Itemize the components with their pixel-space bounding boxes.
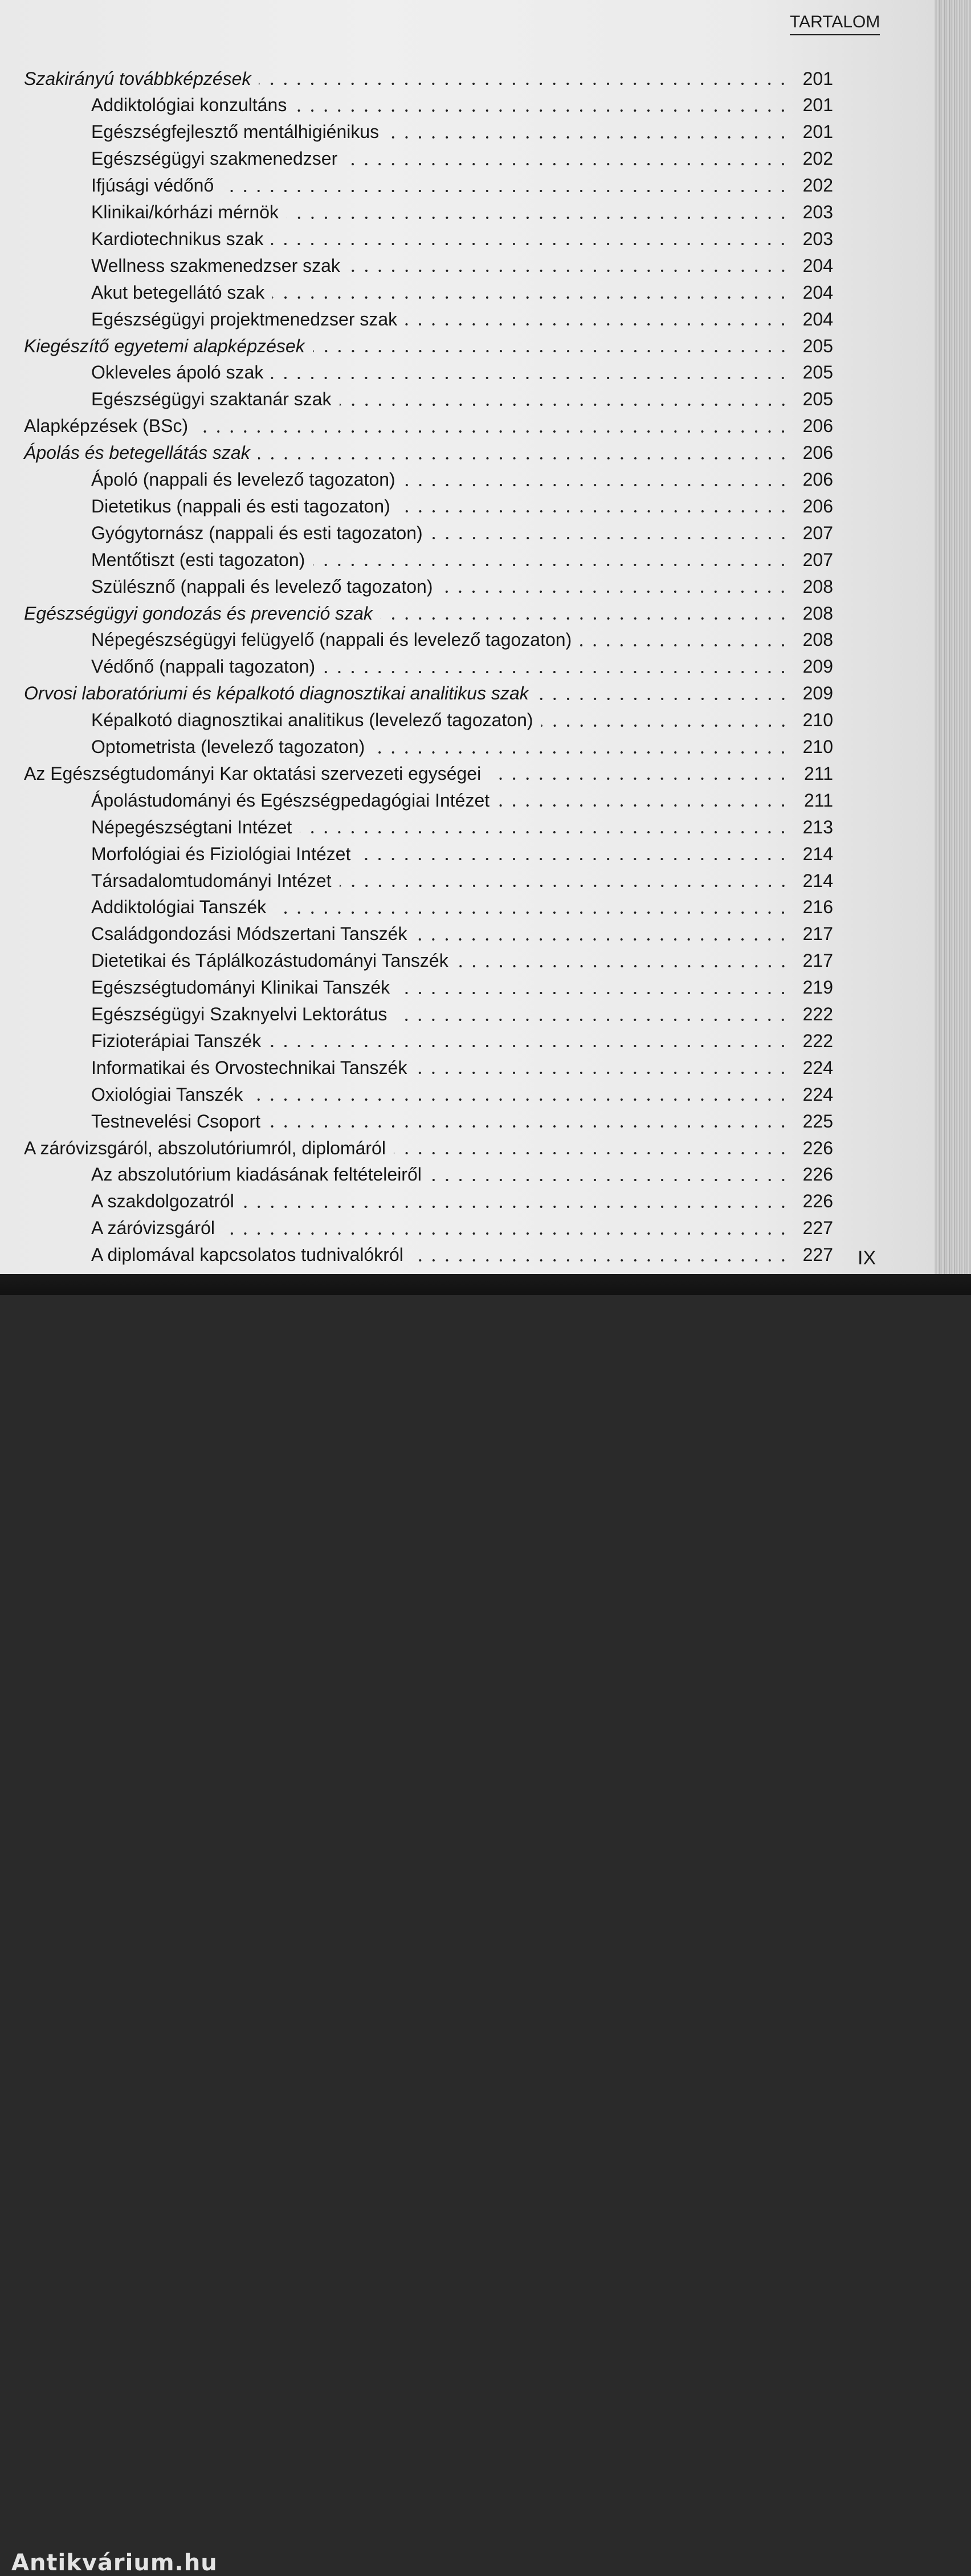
toc-entry-title: Egészségügyi szakmenedzser	[91, 148, 338, 169]
dot-leader	[271, 376, 790, 380]
dot-leader	[268, 1125, 790, 1128]
toc-entry	[91, 868, 833, 894]
toc-entry-title: Az Egészségtudományi Kar oktatási szervezeti egységei	[24, 763, 482, 784]
toc-entry-page: 206	[802, 495, 833, 516]
dot-leader	[259, 82, 790, 86]
toc-entry-page: 217	[802, 950, 833, 971]
toc-entry-title: Ápolástudományi és Egészségpedagógiai Intézet	[91, 790, 490, 811]
page-header: TARTALOM	[790, 13, 880, 35]
toc-entry-page: 224	[802, 1084, 833, 1105]
toc-entry-title: Egészségfejlesztő mentálhigiénikus	[91, 121, 380, 143]
toc-entry	[91, 146, 833, 172]
toc-entry	[91, 1081, 833, 1108]
toc-entry-title: Okleveles ápoló szak	[91, 362, 264, 383]
dot-leader	[340, 403, 790, 406]
toc-entry-title: Családgondozási Módszertani Tanszék	[91, 923, 407, 945]
toc-entry	[91, 1108, 833, 1134]
toc-section	[24, 681, 833, 707]
toc-entry-page: 203	[802, 228, 833, 249]
toc-entry	[91, 1242, 833, 1268]
dot-leader	[381, 617, 790, 620]
dot-leader	[489, 777, 790, 780]
dot-leader	[405, 323, 790, 326]
toc-entry-page: 201	[802, 68, 833, 89]
dot-leader	[403, 483, 790, 487]
toc-entry-title: A diplomával kapcsolatos tudnivalókról	[91, 1244, 403, 1265]
toc-entry	[91, 948, 833, 974]
toc-entry-page: 208	[802, 603, 833, 624]
dot-leader	[348, 269, 790, 272]
toc-entry-title: Fizioterápiai Tanszék	[91, 1030, 262, 1051]
dot-leader	[287, 216, 790, 219]
toc-entry-page: 202	[802, 175, 833, 196]
dot-leader	[300, 831, 790, 834]
dot-leader	[541, 724, 790, 727]
dot-leader	[387, 136, 790, 139]
toc-entry-page: 204	[802, 308, 833, 329]
toc-entry-title: Egészségügyi szaktanár szak	[91, 389, 332, 410]
toc-entry-page: 205	[802, 389, 833, 410]
toc-entry-page: 213	[802, 816, 833, 837]
toc-entry-page: 217	[802, 923, 833, 945]
dot-leader	[430, 1178, 790, 1182]
toc-section	[24, 600, 833, 626]
toc-entry-page: 226	[802, 1137, 833, 1158]
toc-entry-page: 202	[802, 148, 833, 169]
dot-leader	[580, 644, 790, 647]
toc-entry-title: Népegészségtani Intézet	[91, 816, 292, 837]
toc-entry-page: 209	[802, 683, 833, 704]
dot-leader	[358, 857, 790, 861]
toc-entry	[91, 975, 833, 1001]
toc-entry	[91, 173, 833, 199]
dot-leader	[398, 510, 790, 513]
toc-entry-page: 216	[802, 897, 833, 918]
toc-entry-title: Társadalomtudományi Intézet	[91, 870, 332, 891]
toc-entry-title: Egészségügyi gondozás és prevenció szak	[24, 603, 373, 624]
toc-entry-page: 210	[802, 710, 833, 731]
toc-entry-title: Képalkotó diagnosztikai analitikus (levelező tagozaton)	[91, 710, 533, 731]
toc-entry	[91, 547, 833, 573]
toc-entry-page: 227	[802, 1218, 833, 1239]
toc-entry-page: 226	[802, 1164, 833, 1185]
toc-entry-page: 207	[802, 549, 833, 570]
toc-entry-page: 227	[802, 1244, 833, 1265]
toc-entry	[91, 360, 833, 386]
dot-leader	[313, 563, 790, 567]
toc-entry-page: 219	[802, 977, 833, 998]
toc-entry-title: Orvosi laboratóriumi és képalkotó diagnosztikai analitikus szak	[24, 683, 529, 704]
dot-leader	[313, 349, 790, 353]
toc-entry-page: 206	[802, 442, 833, 463]
dot-leader	[269, 1044, 790, 1048]
toc-entry-title: Egészségügyi Szaknyelvi Lektorátus	[91, 1004, 387, 1024]
dot-leader	[398, 991, 790, 995]
dot-leader	[223, 1232, 790, 1235]
toc-entry-title: Akut betegellátó szak	[91, 282, 265, 303]
toc-entry	[91, 119, 833, 145]
dot-leader	[373, 751, 790, 754]
toc-entry-page: 205	[802, 335, 833, 356]
toc-entry	[91, 707, 833, 734]
toc-entry	[91, 921, 833, 947]
toc-entry	[91, 1055, 833, 1081]
toc-entry-title: Ápoló (nappali és levelező tagozaton)	[91, 469, 395, 490]
toc-entry	[91, 386, 833, 413]
toc-entry-title: Alapképzések (BSc)	[24, 416, 189, 437]
toc-entry-title: Addiktológiai konzultáns	[91, 95, 287, 116]
toc-entry-title: Egészségügyi projektmenedzser szak	[91, 308, 398, 329]
toc-entry-page: 214	[802, 870, 833, 891]
toc-entry-page: 222	[802, 1004, 833, 1024]
toc-entry-title: Oxiológiai Tanszék	[91, 1084, 243, 1105]
dot-leader	[340, 884, 790, 888]
dot-leader	[411, 1259, 790, 1262]
toc-entry-title: Mentőtiszt (esti tagozaton)	[91, 549, 305, 570]
toc-entry-page: 208	[802, 629, 833, 650]
toc-entry-page: 209	[802, 656, 833, 677]
toc-section	[24, 440, 833, 466]
dot-leader	[274, 911, 790, 914]
toc-section	[24, 333, 833, 359]
toc-entry-title: A záróvizsgáról	[91, 1218, 215, 1239]
toc-entry-page: 225	[802, 1110, 833, 1132]
toc-entry-page: 214	[802, 843, 833, 864]
toc-section	[24, 1135, 833, 1161]
toc-entry	[91, 894, 833, 921]
dot-leader	[272, 296, 790, 299]
dot-leader	[395, 1018, 790, 1022]
toc-section	[24, 413, 833, 439]
toc-entry-page: 205	[802, 362, 833, 383]
toc-entry	[91, 279, 833, 306]
dot-leader	[537, 697, 790, 701]
dot-leader	[295, 109, 790, 112]
dot-leader	[456, 965, 790, 968]
dot-leader	[323, 670, 790, 674]
toc-entry-page: 224	[802, 1057, 833, 1078]
toc-entry-page: 226	[802, 1191, 833, 1212]
toc-entry-title: Szakirányú továbbképzések	[24, 68, 251, 89]
toc-entry	[91, 1028, 833, 1054]
toc-entry-page: 207	[802, 522, 833, 543]
toc-entry	[91, 306, 833, 332]
dot-leader	[222, 189, 790, 193]
toc-entry	[91, 734, 833, 760]
toc-entry-title: Testnevelési Csoport	[91, 1110, 261, 1132]
toc-entry-title: Klinikai/kórházi mérnök	[91, 202, 279, 222]
toc-entry	[91, 627, 833, 653]
dot-leader	[251, 1098, 790, 1101]
toc-entry-page: 201	[802, 95, 833, 116]
toc-entry	[91, 1215, 833, 1242]
toc-entry-page: 208	[802, 576, 833, 597]
page-number: IX	[858, 1247, 876, 1269]
dot-leader	[196, 430, 790, 433]
toc-entry-title: Kardiotechnikus szak	[91, 228, 264, 249]
toc-entry-title: Wellness szakmenedzser szak	[91, 255, 340, 276]
toc-entry	[91, 654, 833, 680]
toc-entry-title: Az abszolutórium kiadásának feltételeiről	[91, 1164, 422, 1185]
toc-entry-title: A szakdolgozatról	[91, 1191, 234, 1212]
toc-entry-page: 211	[803, 790, 833, 811]
bottom-shadow	[0, 1274, 971, 2576]
toc-entry	[91, 253, 833, 279]
toc-entry	[91, 200, 833, 226]
toc-entry	[91, 573, 833, 600]
toc-entry	[91, 1162, 833, 1188]
toc-entry-title: Addiktológiai Tanszék	[91, 897, 267, 918]
toc-entry-page: 201	[802, 121, 833, 143]
dot-leader	[497, 804, 790, 807]
toc-entry-title: Szülésznő (nappali és levelező tagozaton)	[91, 576, 433, 597]
toc-entry	[91, 1002, 833, 1028]
dot-leader	[415, 938, 790, 941]
toc-entry-title: Optometrista (levelező tagozaton)	[91, 736, 365, 757]
dot-leader	[431, 536, 790, 540]
toc-entry	[91, 467, 833, 493]
toc-entry-title: Ápolás és betegellátás szak	[24, 442, 250, 463]
book-page	[0, 0, 935, 1295]
toc-entry	[91, 841, 833, 867]
toc-entry	[91, 1189, 833, 1215]
toc-entry-page: 210	[802, 736, 833, 757]
dot-leader	[271, 242, 790, 246]
toc-entry-page: 206	[802, 469, 833, 490]
toc-section	[24, 66, 833, 92]
toc-entry	[91, 814, 833, 840]
toc-entry-title: Gyógytornász (nappali és esti tagozaton)	[91, 522, 423, 543]
toc-entry-page: 222	[802, 1030, 833, 1051]
dot-leader	[242, 1205, 790, 1208]
toc-entry	[91, 520, 833, 546]
toc-entry-title: Kiegészítő egyetemi alapképzések	[24, 335, 305, 356]
dot-leader	[258, 457, 790, 460]
toc-entry-title: Népegészségügyi felügyelő (nappali és levelező tagozaton)	[91, 629, 572, 650]
watermark: Antikvárium.hu	[11, 2550, 218, 2576]
toc-entry	[91, 92, 833, 119]
toc-entry-page: 206	[802, 416, 833, 437]
toc-entry-page: 204	[802, 255, 833, 276]
dot-leader	[394, 1151, 790, 1155]
toc-entry-title: Dietetikai és Táplálkozástudományi Tanszék	[91, 950, 448, 971]
toc-entry-page: 203	[802, 202, 833, 222]
toc-entry-page: 204	[802, 282, 833, 303]
toc-entry	[91, 787, 833, 813]
toc-entry-title: Egészségtudományi Klinikai Tanszék	[91, 977, 390, 998]
dot-leader	[345, 162, 790, 166]
toc-entry-title: Dietetikus (nappali és esti tagozaton)	[91, 495, 390, 516]
toc-entry-title: A záróvizsgáról, abszolutóriumról, diplomáról	[24, 1137, 386, 1158]
toc-entry	[91, 493, 833, 519]
dot-leader	[415, 1071, 790, 1075]
dot-leader	[440, 590, 790, 593]
page-edge	[935, 0, 971, 1295]
toc-entry-title: Informatikai és Orvostechnikai Tanszék	[91, 1057, 407, 1078]
toc-entry-title: Morfológiai és Fiziológiai Intézet	[91, 843, 351, 864]
toc-section	[24, 760, 833, 787]
toc-entry-title: Védőnő (nappali tagozaton)	[91, 656, 316, 677]
toc-entry-title: Ifjúsági védőnő	[91, 175, 214, 196]
toc-entry-page: 211	[803, 763, 833, 784]
toc-entry	[91, 226, 833, 252]
